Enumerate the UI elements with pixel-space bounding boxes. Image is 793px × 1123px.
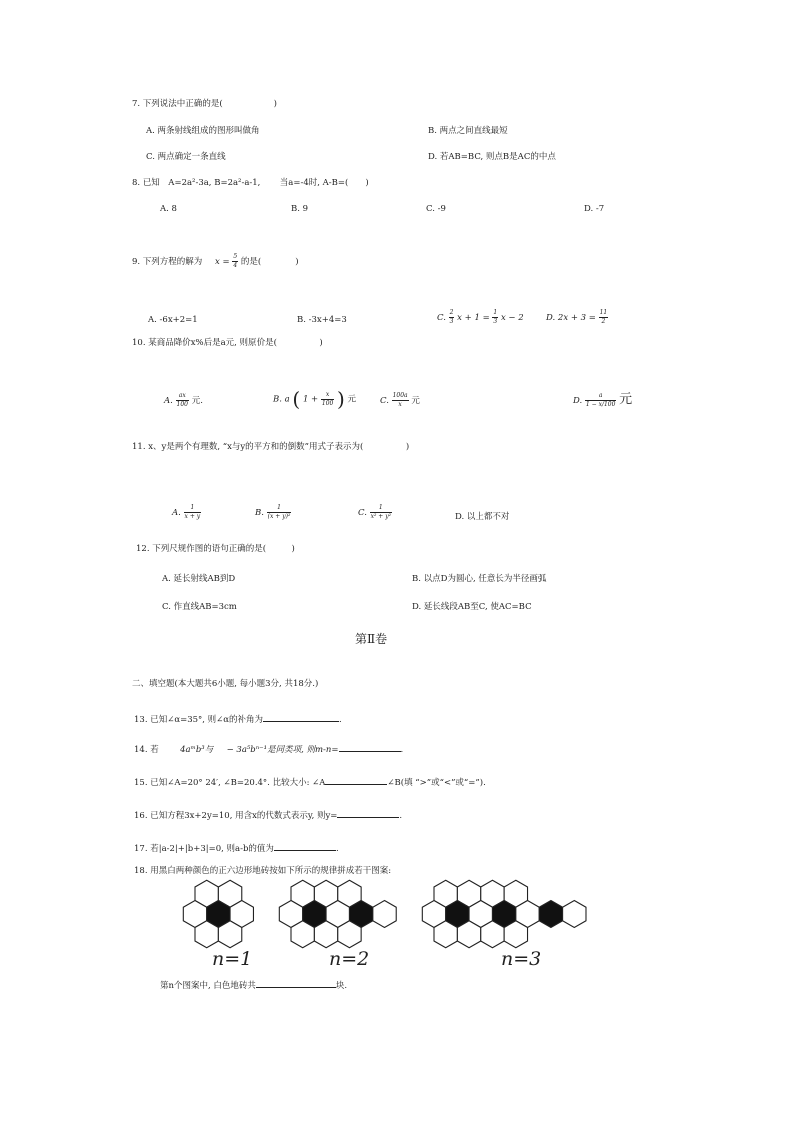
q18-answer-blank[interactable] [256, 979, 336, 988]
q9-option-a: A. -6x+2=1 [148, 315, 198, 325]
q10-b-unit: 元 [347, 394, 357, 405]
q11-a-frac-num: 1 [184, 504, 202, 513]
q11-b-frac-num: 1 [267, 504, 292, 513]
q10-a-prefix: A. [164, 396, 173, 406]
q9-d-frac-den: 2 [601, 318, 606, 325]
q9-x-eq: x = [215, 257, 230, 267]
q12-option-a: A. 延长射线AB到D [162, 574, 236, 584]
q8-option-c: C. -9 [426, 204, 446, 214]
q10-c-frac-num: 100a [392, 392, 408, 399]
q9-c-frac2-num: 1 [493, 309, 498, 316]
q16-end: . [399, 811, 403, 821]
q18-answer-suffix: 块. [335, 981, 348, 991]
q17-end: . [335, 844, 339, 854]
q11-c-frac-den: x² + y² [370, 513, 392, 520]
q9-stem-suffix: 的是( ) [240, 257, 299, 267]
q12-option-c: C. 作直线AB=3cm [162, 602, 237, 612]
q10-a-frac-den: 100 [176, 401, 188, 408]
white-hexagon-tile-fig3-10 [563, 901, 586, 928]
q10-a-frac-num: ax [176, 392, 189, 401]
q12-option-d: D. 延长线段AB至C, 使AC=BC [412, 602, 532, 612]
q8-option-b: B. 9 [291, 204, 309, 214]
q9-d-prefix: D. 2x + 3 = [546, 313, 596, 323]
q7-option-a: A. 两条射线组成的图形叫做角 [146, 126, 260, 136]
q7-option-c: C. 两点确定一条直线 [146, 152, 226, 162]
q8-stem-prefix: 8. 已知 A=2a²-3a, B=2a²-a-1, [132, 178, 261, 188]
q18-answer [160, 979, 347, 991]
q10-b-open-paren: ( [292, 387, 301, 411]
q15-mid: ∠B(填 “>”或“<”或“=”). [387, 778, 486, 788]
q12-option-b: B. 以点D为圆心, 任意长为半径画弧 [412, 574, 547, 584]
q7-option-d: D. 若AB=BC, 则点B是AC的中点 [428, 152, 556, 162]
q11-stem: 11. x、y是两个有理数, “x与y的平方和的倒数”用式子表示为( ) [132, 442, 410, 452]
figure-label-n1: n=1 [212, 948, 253, 970]
q10-b-close-paren: ) [337, 387, 345, 411]
q11-a-frac-den: x + y [184, 513, 201, 520]
q14-term2: − 3a⁵bⁿ⁻¹是同类项, 则m-n= [226, 745, 339, 755]
q11-a-prefix: A. [172, 508, 181, 518]
q9-c-prefix: C. [437, 313, 446, 323]
q12-stem: 12. 下列尺规作图的语句正确的是( ) [136, 544, 295, 554]
q10-b-frac-num: x [321, 391, 334, 400]
q14-prefix: 14. 若 [134, 745, 159, 755]
part2-header: 二、填空题(本大题共6小题, 每小题3分, 共18分.) [132, 679, 319, 689]
q10-d-prefix: D. [573, 396, 583, 406]
q10-c-prefix: C. [380, 396, 389, 406]
q7-stem: 7. 下列说法中正确的是( ) [132, 99, 277, 109]
q14-term1: 4aᵐb³与 [180, 745, 214, 755]
q10-b-frac-den: 100 [321, 399, 334, 407]
figure-label-n3: n=3 [501, 948, 542, 970]
section-title: 第Ⅱ卷 [355, 632, 388, 646]
q9-c-frac1-den: 3 [449, 318, 454, 325]
q9-stem-prefix: 9. 下列方程的解为 [132, 257, 203, 267]
q10-stem: 10. 某商品降价x%后是a元, 则原价是( ) [132, 338, 323, 348]
q17-text: 17. 若|a-2|+|b+3|=0, 则a-b的值为 [134, 844, 274, 854]
q9-c-mid: x + 1 = [457, 313, 490, 323]
q9-frac-denominator: 4 [233, 262, 238, 269]
q11-c-prefix: C. [358, 508, 367, 518]
q11-c-frac-num: 1 [370, 504, 392, 513]
q9-frac-numerator: 5 [233, 253, 238, 260]
q10-a-unit: 元. [191, 396, 203, 406]
q8-option-d: D. -7 [584, 204, 605, 214]
q15-text: 15. 已知∠A=20° 24′, ∠B=20.4°. 比较大小: ∠A [134, 778, 326, 788]
q16-text: 16. 已知方程3x+2y=10, 用含x的代数式表示y, 则y= [134, 811, 338, 821]
q10-d-unit: 元 [619, 392, 633, 407]
q18-answer-prefix: 第n个图案中, 白色地砖共 [160, 981, 256, 991]
q9-c-tail: x − 2 [500, 313, 524, 323]
q14-end: . [400, 745, 404, 755]
q8-stem-suffix: 当a=-4时, A-B=( ) [279, 178, 369, 188]
q11-b-prefix: B. [255, 508, 264, 518]
q10-d-frac-den: 1 − x/100 [585, 401, 616, 408]
q8-option-a: A. 8 [160, 204, 177, 214]
q11-b-frac-den: (x + y)² [267, 513, 291, 520]
q10-d-frac-num: a [585, 392, 617, 401]
q10-c-unit: 元 [411, 396, 420, 406]
black-hexagon-tile-fig3-9 [539, 901, 562, 928]
q13-end: . [339, 715, 342, 725]
q9-d-frac-num: 11 [599, 309, 608, 316]
q9-c-frac1-num: 2 [449, 309, 454, 316]
q7-option-b: B. 两点之间直线最短 [428, 126, 508, 136]
white-hexagon-tile-fig2-7 [373, 901, 396, 928]
q9-option-b: B. -3x+4=3 [297, 315, 347, 325]
q10-b-one: 1 + [302, 394, 319, 405]
figure-label-n2: n=2 [329, 948, 370, 970]
q13-text: 13. 已知∠α=35°, 则∠α的补角为 [134, 715, 264, 725]
q18-stem: 18. 用黑白两种颜色的正六边形地砖按如下所示的规律拼成若干图案: [134, 866, 392, 876]
q10-b-prefix: B. a [273, 394, 290, 405]
q9-c-frac2-den: 3 [493, 318, 498, 325]
q11-option-d: D. 以上都不对 [455, 512, 510, 522]
q10-c-frac-den: x [398, 401, 402, 408]
